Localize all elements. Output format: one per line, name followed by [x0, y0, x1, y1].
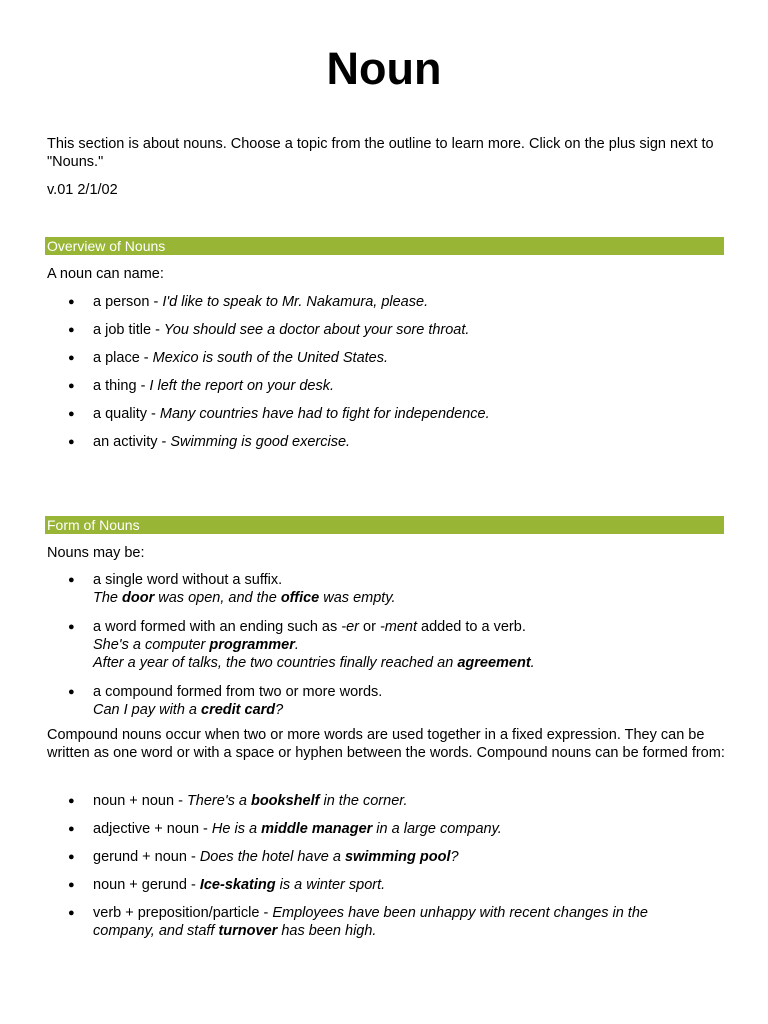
item-example: After a year of talks, the two countries finally reached an agreement. — [93, 655, 535, 671]
item-label: noun + gerund - — [93, 877, 200, 893]
item-example: Can I pay with a credit card? — [93, 702, 284, 718]
list-item — [0, 571, 683, 607]
page-title: Noun — [326, 43, 442, 94]
item-example: There's a bookshelf in the corner. — [186, 793, 408, 809]
bullet-icon: ● — [68, 686, 75, 698]
bullet-icon: ● — [68, 436, 75, 448]
section-heading-overview: Overview of Nouns — [45, 237, 724, 255]
item-example: Swimming is good exercise. — [170, 434, 351, 450]
item-example: Employees have been unhappy with recent changes in the company, and staff turnover has been high. — [93, 905, 648, 939]
list-item — [0, 349, 683, 367]
item-label: gerund + noun - — [93, 849, 200, 865]
bullet-icon: ● — [68, 380, 75, 392]
item-label: an activity - — [93, 434, 171, 450]
bullet-icon: ● — [68, 621, 75, 633]
list-item — [0, 377, 683, 395]
item-example: He is a middle manager in a large company. — [211, 821, 502, 837]
item-example: The door was open, and the office was empty. — [93, 590, 396, 606]
item-label: a word formed with an ending such as -er or -ment added to a verb. — [93, 619, 526, 635]
list-item — [0, 433, 683, 451]
compound-paragraph: Compound nouns occur when two or more words are used together in a fixed expression. They can be written as one word or with a space or hyphen between the words. Compound nouns can be formed from: — [47, 727, 725, 761]
bullet-icon: ● — [68, 408, 75, 420]
overview-lead: A noun can name: — [47, 266, 164, 282]
list-item — [0, 792, 683, 810]
item-example: Ice-skating is a winter sport. — [199, 877, 386, 893]
form-lead: Nouns may be: — [47, 545, 145, 561]
item-example: Does the hotel have a swimming pool? — [199, 849, 459, 865]
item-label: noun + noun - — [93, 793, 187, 809]
list-item — [0, 876, 683, 894]
item-label: a job title - — [93, 322, 164, 338]
item-example: Mexico is south of the United States. — [152, 350, 388, 366]
item-label: a quality - — [93, 406, 160, 422]
item-label: a compound formed from two or more words. — [93, 684, 383, 700]
list-item — [0, 820, 683, 838]
item-example: She's a computer programmer. — [93, 637, 299, 653]
intro-paragraph: This section is about nouns. Choose a topic from the outline to learn more. Click on the plus sign next to "Nouns." — [47, 136, 714, 170]
list-item — [0, 848, 683, 866]
list-item — [0, 618, 683, 672]
bullet-icon: ● — [68, 324, 75, 336]
item-example: I'd like to speak to Mr. Nakamura, please. — [162, 294, 429, 310]
item-example: Many countries have had to fight for independence. — [159, 406, 490, 422]
bullet-icon: ● — [68, 574, 75, 586]
bullet-icon: ● — [68, 907, 75, 919]
bullet-icon: ● — [68, 296, 75, 308]
overview-list — [0, 293, 768, 451]
list-item — [0, 683, 683, 719]
item-label: verb + preposition/particle - — [93, 905, 273, 921]
list-item — [0, 321, 683, 339]
compound-list — [0, 792, 768, 940]
form-list — [0, 571, 768, 719]
bullet-icon: ● — [68, 851, 75, 863]
item-label: a place - — [93, 350, 153, 366]
item-example: I left the report on your desk. — [149, 378, 334, 394]
item-example: You should see a doctor about your sore throat. — [163, 322, 470, 338]
item-label: a thing - — [93, 378, 150, 394]
bullet-icon: ● — [68, 795, 75, 807]
item-label: a person - — [93, 294, 163, 310]
version-label: v.01 2/1/02 — [47, 182, 118, 198]
bullet-icon: ● — [68, 823, 75, 835]
item-label: adjective + noun - — [93, 821, 212, 837]
bullet-icon: ● — [68, 879, 75, 891]
bullet-icon: ● — [68, 352, 75, 364]
list-item — [0, 293, 683, 311]
list-item — [0, 904, 683, 940]
item-label: a single word without a suffix. — [93, 572, 283, 588]
list-item — [0, 405, 683, 423]
section-heading-form: Form of Nouns — [45, 516, 724, 534]
